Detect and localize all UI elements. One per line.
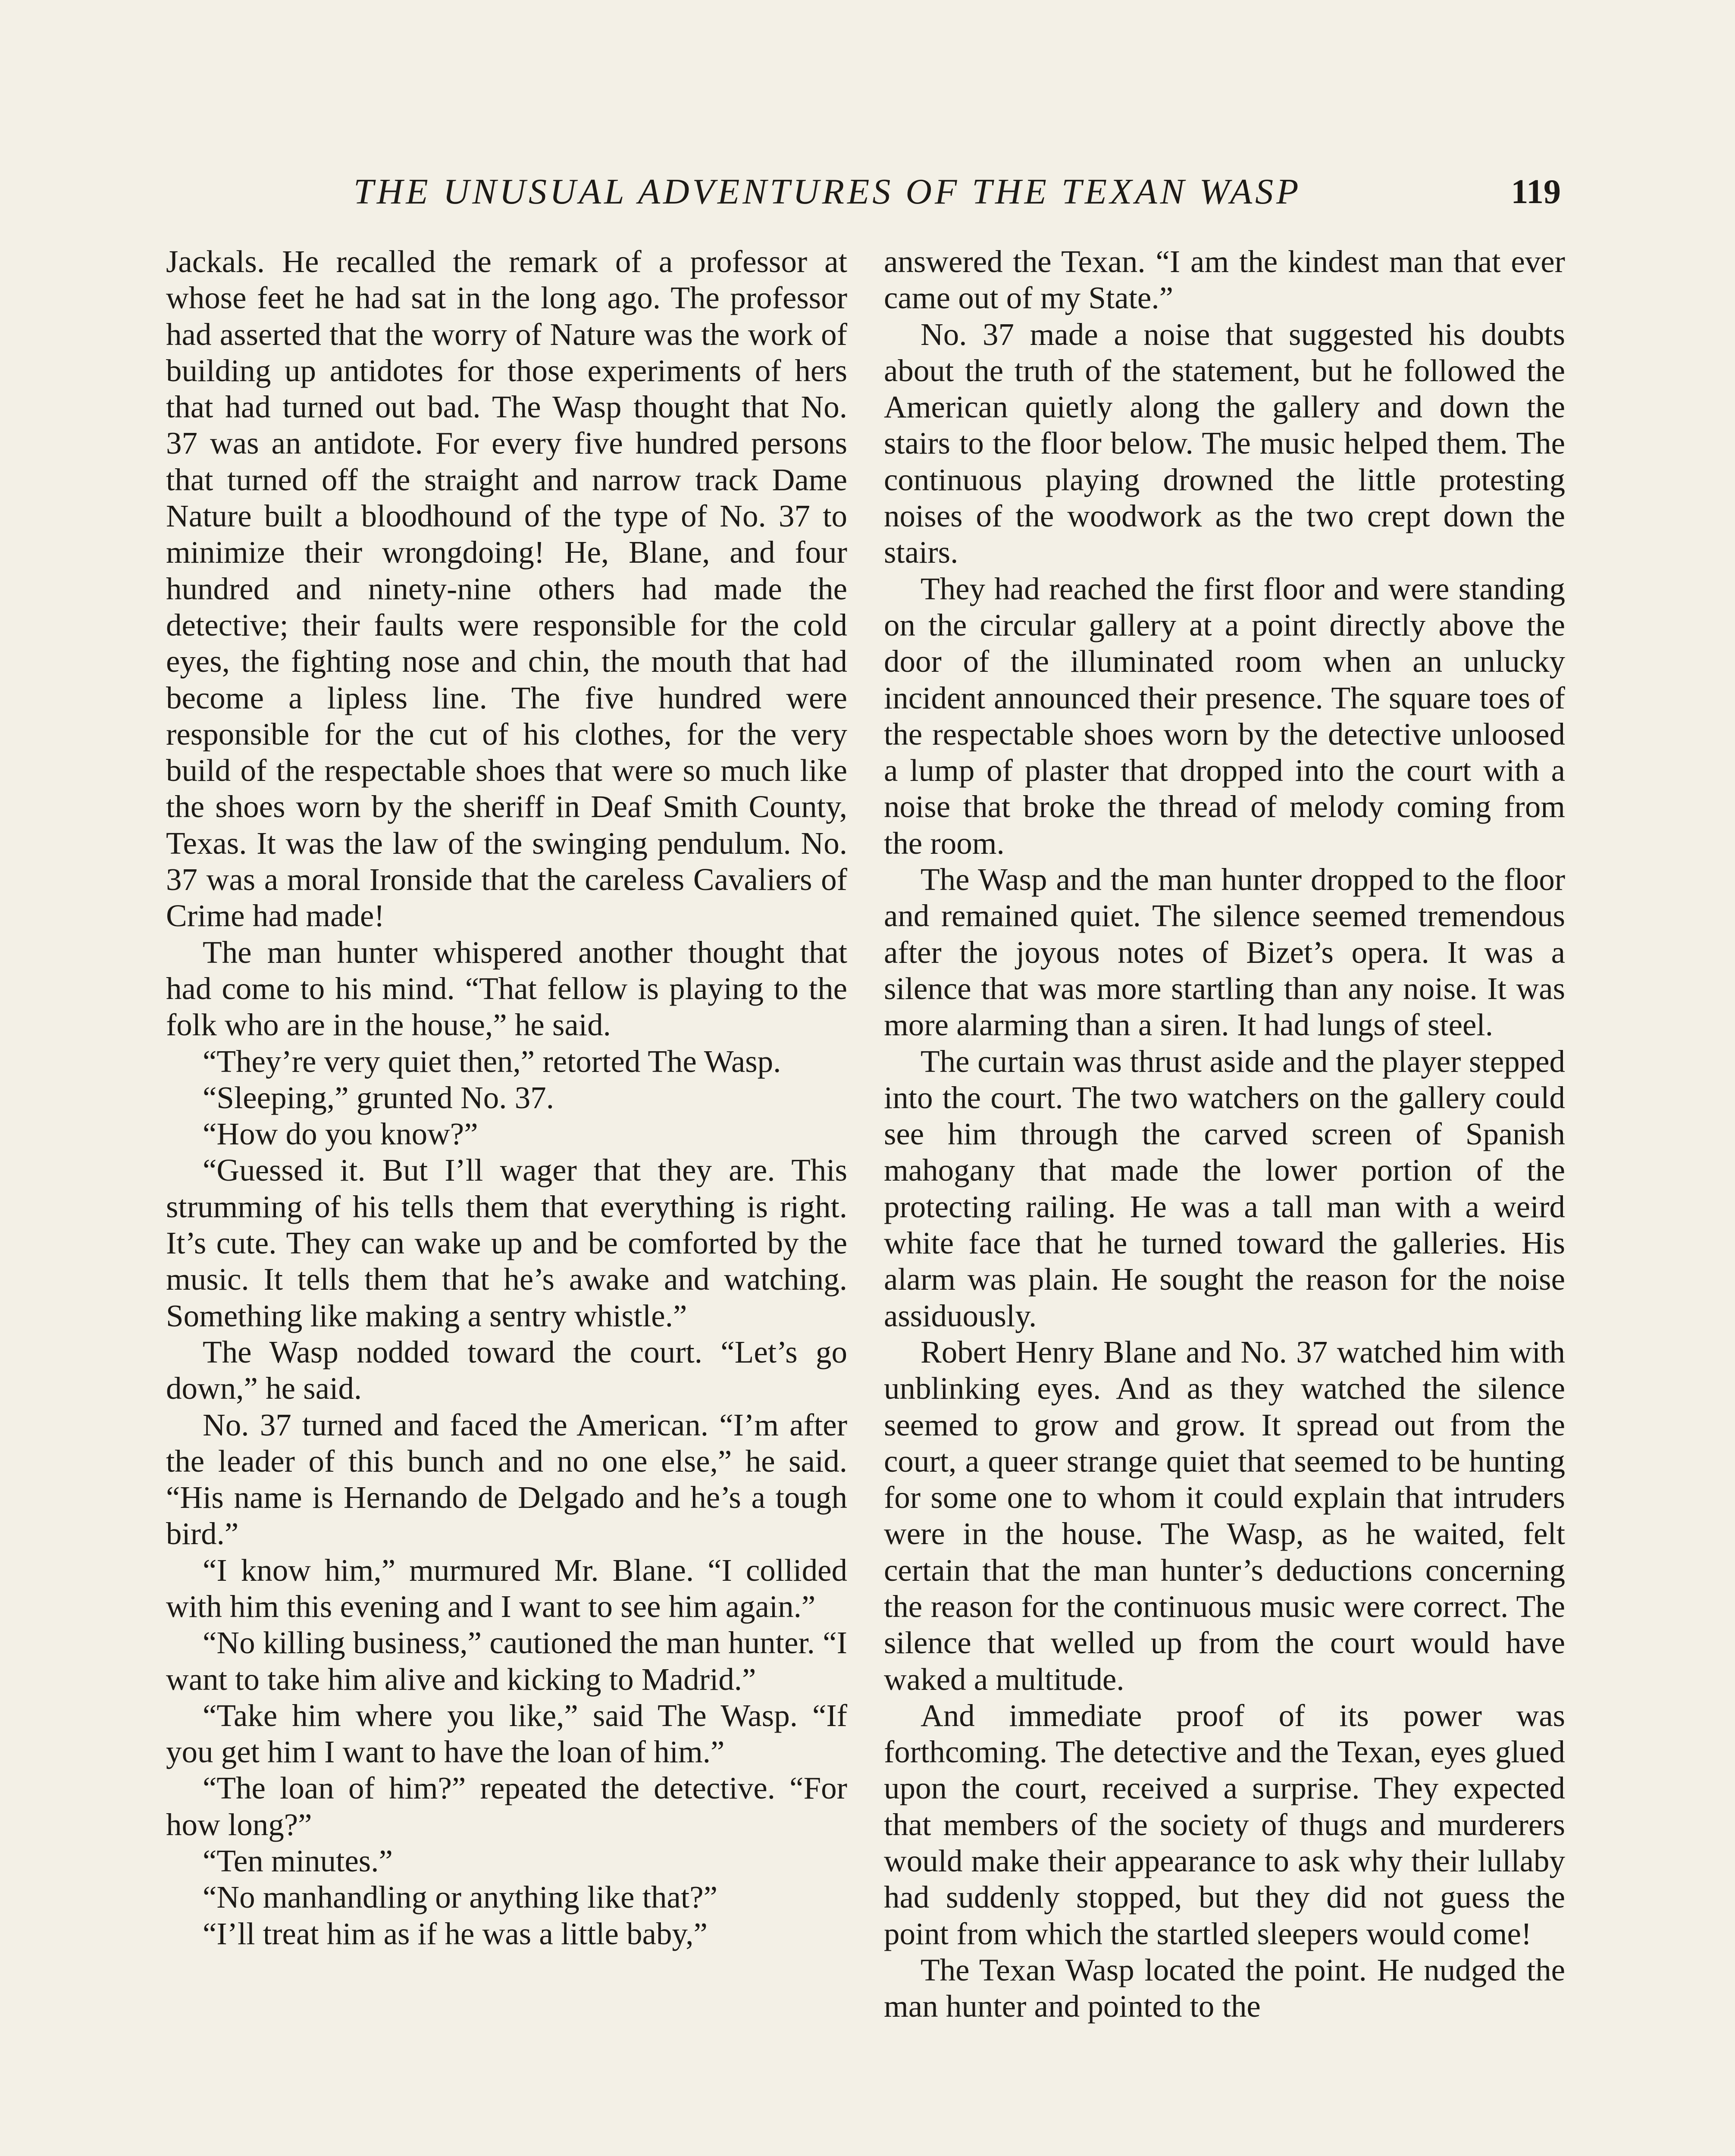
paragraph: The curtain was thrust aside and the player stepped into the court. The two watchers on the gallery could see him through the carved screen of Spanish mahogany that made the lower portion of the protecting railing. He was a tall man with a weird white face that he turned toward the galleries. His alarm was plain. He sought the reason for the noise assiduously.	[884, 1044, 1565, 1333]
paragraph: “No manhandling or anything like that?”	[203, 1880, 718, 1915]
paragraph: answered the Texan. “I am the kindest man that ever came out of my State.”	[884, 244, 1565, 316]
paragraph: And immediate proof of its power was forthcoming. The detective and the Texan, eyes glued upon the court, received a surprise. They expected that members of the society of thugs and murderers would make their appearance to ask why their lullaby had suddenly stopped, but they did not guess the point from which the startled sleepers would come!	[884, 1698, 1565, 1951]
paragraph: “No killing business,” cautioned the man hunter. “I want to take him alive and kicking to Madrid.”	[166, 1625, 847, 1697]
running-head-title: THE UNUSUAL ADVENTURES OF THE TEXAN WASP	[354, 172, 1302, 212]
paragraph: They had reached the first floor and were standing on the circular gallery at a point directly above the door of the illuminated room when an unlucky incident announced their presence. The square toes of the respectable shoes worn by the detective unloosed a lump of plaster that dropped into the court with a noise that broke the thread of melody coming from the room.	[884, 571, 1565, 861]
paragraph: No. 37 made a noise that suggested his doubts about the truth of the statement, but he followed the American quietly along the gallery and down the stairs to the floor below. The music helped them. The continuous playing drowned the little protesting noises of the woodwork as the two crept down the stairs.	[884, 317, 1565, 570]
paragraph: The Wasp and the man hunter dropped to the floor and remained quiet. The silence seemed tremendous after the joyous notes of Bizet’s opera. It was a silence that was more startling than any noise. It was more alarming than a siren. It had lungs of steel.	[884, 862, 1565, 1043]
paragraph: “Ten minutes.”	[203, 1843, 393, 1879]
paragraph: “Guessed it. But I’ll wager that they are. This strumming of his tells them that everything is right. It’s cute. They can wake up and be comforted by the music. It tells them that he’s awake and watching. Something like making a sentry whistle.”	[166, 1153, 847, 1333]
paragraph: “Take him where you like,” said The Wasp. “If you get him I want to have the loan of him.”	[166, 1698, 847, 1770]
paragraph: “How do you know?”	[203, 1116, 478, 1152]
paragraph: Robert Henry Blane and No. 37 watched him with unblinking eyes. And as they watched the silence seemed to grow and grow. It spread out from the court, a queer strange quiet that seemed to be hunting for some one to whom it could explain that intruders were in the house. The Wasp, as he waited, felt certain that the man hunter’s deductions concerning the reason for the continuous music were correct. The silence that welled up from the court would have waked a multitude.	[884, 1334, 1565, 1697]
paragraph: No. 37 turned and faced the American. “I’m after the leader of this bunch and no one else,” he said. “His name is Hernando de Delgado and he’s a tough bird.”	[166, 1407, 847, 1551]
paragraph: “They’re very quiet then,” retorted The Wasp.	[203, 1044, 781, 1079]
paragraph: The Texan Wasp located the point. He nudged the man hunter and pointed to the	[884, 1952, 1565, 2024]
left-text-column	[166, 244, 847, 1952]
page-number: 119	[1511, 173, 1561, 211]
paragraph: “I’ll treat him as if he was a little baby,”	[203, 1916, 708, 1951]
paragraph: The Wasp nodded toward the court. “Let’s go down,” he said.	[166, 1334, 847, 1406]
paragraph: “I know him,” murmured Mr. Blane. “I collided with him this evening and I want to see him again.”	[166, 1552, 847, 1624]
paragraph: “The loan of him?” repeated the detective. “For how long?”	[166, 1771, 847, 1842]
paragraph: “Sleeping,” grunted No. 37.	[203, 1080, 554, 1115]
paragraph: Jackals. He recalled the remark of a professor at whose feet he had sat in the long ago. The professor had asserted that the worry of Nature was the work of building up antidotes for those experiments of hers that had turned out bad. The Wasp thought that No. 37 was an antidote. For every five hundred persons that turned off the straight and narrow track Dame Nature built a bloodhound of the type of No. 37 to minimize their wrongdoing! He, Blane, and four hundred and ninety-nine others had made the detective; their faults were responsible for the cold eyes, the fighting nose and chin, the mouth that had become a lipless line. The five hundred were responsible for the cut of his clothes, for the very build of the respectable shoes that were so much like the shoes worn by the sheriff in Deaf Smith County, Texas. It was the law of the swinging pendulum. No. 37 was a moral Ironside that the careless Cavaliers of Crime had made!	[166, 244, 847, 934]
right-text-column	[884, 244, 1565, 2025]
paragraph: The man hunter whispered another thought that had come to his mind. “That fellow is playing to the folk who are in the house,” he said.	[166, 934, 847, 1043]
